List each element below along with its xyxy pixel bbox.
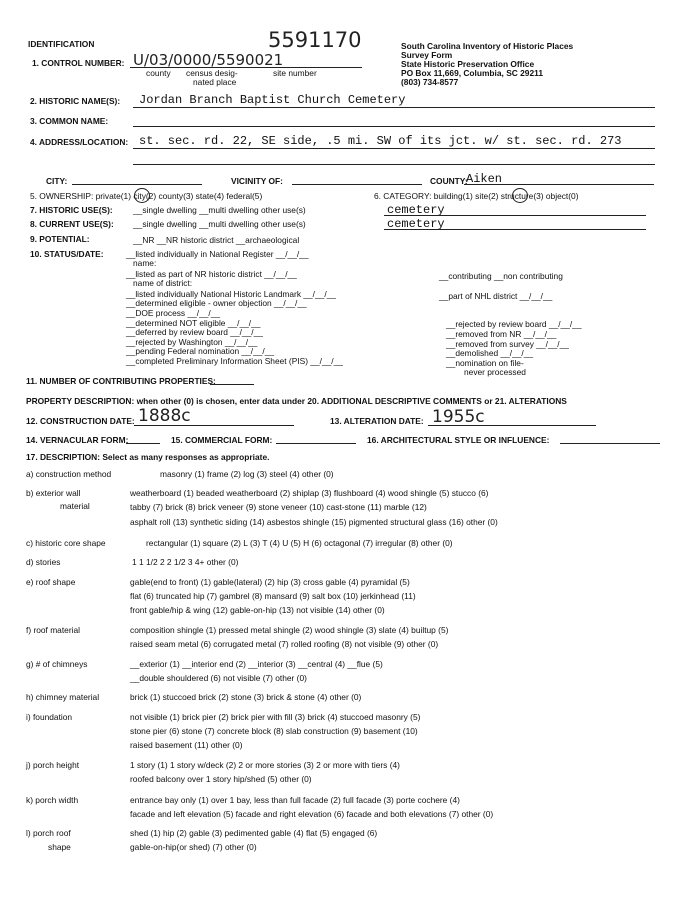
porch-width-options-1: entrance bay only (1) over 1 bay, less than full facade (2) full facade (3) porte cochere (4) <box>130 795 460 805</box>
exterior-wall-label-2: material <box>60 501 90 511</box>
roof-shape-options-2: flat (6) truncated hip (7) gambrel (8) mansard (9) salt box (10) jerkinhead (11) <box>130 591 416 601</box>
porch-width-options-2: facade and left elevation (5) facade and right elevation (6) facade and both elevations (7) other (0) <box>130 809 494 819</box>
status-left-0: __listed individually in National Register __/__/__ <box>126 249 309 259</box>
exterior-wall-options-2: tabby (7) brick (8) brick veneer (9) stone veneer (10) cast-stone (11) marble (12) <box>130 502 427 512</box>
porch-roof-label-2: shape <box>48 842 71 852</box>
control-sub-county: county <box>146 68 171 78</box>
current-use-options: __single dwelling __multi dwelling other use(s) <box>133 219 306 229</box>
foundation-options-3: raised basement (11) other (0) <box>130 740 243 750</box>
status-right-1: __part of NHL district __/__/__ <box>439 291 553 301</box>
county-value[interactable]: Aiken <box>466 172 503 186</box>
architectural-style-label: 16. ARCHITECTURAL STYLE OR INFLUENCE: <box>367 435 550 445</box>
description-heading: 17. DESCRIPTION: Select as many responses as appropriate. <box>26 452 270 462</box>
control-sub-nated: nated place <box>193 77 237 87</box>
foundation-label: i) foundation <box>26 712 73 722</box>
historic-use-label: 7. HISTORIC USE(S): <box>30 205 113 215</box>
porch-height-label: j) porch height <box>26 760 80 770</box>
city-label: CITY: <box>46 176 68 186</box>
porch-height-options-1: 1 story (1) 1 story w/deck (2) 2 or more stories (3) 2 or more with tiers (4) <box>130 760 400 770</box>
status-left-8: __deferred by review board __/__/__ <box>126 327 263 337</box>
historic-use-line <box>384 215 646 216</box>
porch-width-label: k) porch width <box>26 795 79 805</box>
vicinity-line[interactable] <box>292 184 422 185</box>
vernacular-form-label: 14. VERNACULAR FORM: <box>26 435 129 445</box>
current-use-value[interactable]: cemetery <box>387 217 445 231</box>
current-use-label: 8. CURRENT USE(S): <box>30 219 114 229</box>
vicinity-label: VICINITY OF: <box>231 176 283 186</box>
construction-method-options: masonry (1) frame (2) log (3) steel (4) other (0) <box>160 469 334 479</box>
roof-shape-options-3: front gable/hip & wing (12) gable-on-hip (13) not visible (14) other (0) <box>130 605 385 615</box>
status-right-5: __demolished __/__/__ <box>446 348 534 358</box>
common-name-label: 3. COMMON NAME: <box>30 116 109 126</box>
county-label: COUNTY: <box>430 176 468 186</box>
stories-options: 1 1 1/2 2 2 1/2 3 4+ other (0) <box>132 557 239 567</box>
core-shape-options: rectangular (1) square (2) L (3) T (4) U (5) H (6) octagonal (7) irregular (8) other (0) <box>146 538 453 548</box>
control-sub-site: site number <box>273 68 317 78</box>
historic-name-label: 2. HISTORIC NAME(S): <box>30 96 121 106</box>
status-left-10: __pending Federal nomination __/__/__ <box>126 346 275 356</box>
status-right-4: __removed from survey __/__/__ <box>446 339 569 349</box>
potential-options: __NR __NR historic district __archaeological <box>133 235 300 245</box>
contributing-properties-line[interactable] <box>210 384 254 385</box>
alteration-date-line <box>428 425 596 426</box>
roof-shape-label: e) roof shape <box>26 577 76 587</box>
historic-name-line <box>133 107 655 108</box>
exterior-wall-options-3: asphalt roll (13) synthetic siding (14) asbestos shingle (15) pigmented structural glass (16) other (0) <box>130 517 498 527</box>
city-line[interactable] <box>72 184 202 185</box>
construction-date-value[interactable]: 1888c <box>138 406 191 426</box>
roof-material-options-2: raised seam metal (6) corrugated metal (7) rolled roofing (8) not visible (9) other (0) <box>130 639 439 649</box>
construction-method-label: a) construction method <box>26 469 112 479</box>
potential-label: 9. POTENTIAL: <box>30 234 90 244</box>
property-description-note: PROPERTY DESCRIPTION: when other (0) is chosen, enter data under 20. ADDITIONAL DESCRIPTIVE COMMENTS or 21. ALTERATIONS <box>26 396 567 406</box>
status-right-6: __nomination on file- <box>446 358 524 368</box>
historic-name-value[interactable]: Jordan Branch Baptist Church Cemetery <box>139 93 406 107</box>
chimneys-options-1: __exterior (1) __interior end (2) __interior (3) __central (4) __flue (5) <box>130 659 383 669</box>
contributing-properties-label: 11. NUMBER OF CONTRIBUTING PROPERTIES: <box>26 376 216 386</box>
office-line-4: PO Box 11,669, Columbia, SC 29211 <box>401 68 543 78</box>
status-left-9: __rejected by Washington __/__/__ <box>126 337 258 347</box>
category-row: 6. CATEGORY: building(1) site(2) structure(3) object(0) <box>374 191 579 201</box>
office-line-2: Survey Form <box>401 50 453 60</box>
address-value[interactable]: st. sec. rd. 22, SE side, .5 mi. SW of its jct. w/ st. sec. rd. 273 <box>139 134 622 148</box>
ownership-row: 5. OWNERSHIP: private(1) city(2) county(3) state(4) federal(5) <box>30 191 263 201</box>
status-left-5: __determined eligible - owner objection __/__/__ <box>126 298 307 308</box>
construction-date-label: 12. CONSTRUCTION DATE: <box>26 416 135 426</box>
status-left-1: name: <box>133 258 157 268</box>
exterior-wall-options-1: weatherboard (1) beaded weatherboard (2) shiplap (3) flushboard (4) wood shingle (5) stucco (6) <box>130 488 489 498</box>
office-line-5: (803) 734-8577 <box>401 77 459 87</box>
status-left-11: __completed Preliminary Information Sheet (PIS) __/__/__ <box>126 356 343 366</box>
commercial-form-line[interactable] <box>276 443 356 444</box>
stories-label: d) stories <box>26 557 61 567</box>
control-sub-census: census desig- <box>186 68 238 78</box>
chimneys-options-2: __double shouldered (6) not visible (7) other (0) <box>130 673 307 683</box>
architectural-style-line[interactable] <box>560 443 660 444</box>
control-number-value[interactable]: U/03/0000/5590021 <box>133 51 284 69</box>
status-left-2: __listed as part of NR historic district __/__/__ <box>126 269 297 279</box>
porch-height-options-2: roofed balcony over 1 story hip/shed (5) other (0) <box>130 774 312 784</box>
porch-roof-options-1: shed (1) hip (2) gable (3) pedimented gable (4) flat (5) engaged (6) <box>130 828 378 838</box>
county-line <box>464 184 654 185</box>
porch-roof-label: l) porch roof <box>26 828 71 838</box>
common-name-line[interactable] <box>133 126 655 127</box>
status-left-3: name of district: <box>133 278 193 288</box>
foundation-options-1: not visible (1) brick pier (2) brick pier with fill (3) brick (4) stuccoed masonry (5) <box>130 712 421 722</box>
foundation-options-2: stone pier (6) stone (7) concrete block (8) slab construction (9) basement (10) <box>130 726 418 736</box>
roof-material-options-1: composition shingle (1) pressed metal shingle (2) wood shingle (3) slate (4) builtup (5) <box>130 625 449 635</box>
alteration-date-value[interactable]: 1955c <box>432 407 485 427</box>
status-right-3: __removed from NR __/__/__ <box>446 329 557 339</box>
core-shape-label: c) historic core shape <box>26 538 106 548</box>
status-right-2: __rejected by review board __/__/__ <box>446 319 582 329</box>
status-left-7: __determined NOT eligible __/__/__ <box>126 318 261 328</box>
chimney-material-options: brick (1) stuccoed brick (2) stone (3) brick & stone (4) other (0) <box>130 692 362 702</box>
handwritten-id-number: 5591170 <box>268 28 362 52</box>
vernacular-form-line[interactable] <box>126 443 160 444</box>
address-label: 4. ADDRESS/LOCATION: <box>30 137 129 147</box>
historic-use-value[interactable]: cemetery <box>387 203 445 217</box>
status-left-4: __listed individually National Historic Landmark __/__/__ <box>126 289 336 299</box>
address-line <box>133 148 655 149</box>
historic-use-options: __single dwelling __multi dwelling other use(s) <box>133 205 306 215</box>
category-site-circle <box>512 188 528 203</box>
office-line-3: State Historic Preservation Office <box>401 59 535 69</box>
status-label: 10. STATUS/DATE: <box>30 249 104 259</box>
office-line-1: South Carolina Inventory of Historic Places <box>401 41 574 51</box>
address-line-2 <box>133 164 655 165</box>
exterior-wall-label: b) exterior wall <box>26 488 81 498</box>
identification-heading: IDENTIFICATION <box>28 39 95 49</box>
chimney-material-label: h) chimney material <box>26 692 100 702</box>
porch-roof-options-2: gable-on-hip(or shed) (7) other (0) <box>130 842 257 852</box>
status-right-0: __contributing __non contributing <box>439 271 563 281</box>
control-number-label: 1. CONTROL NUMBER: <box>32 58 125 68</box>
chimneys-label: g) # of chimneys <box>26 659 88 669</box>
commercial-form-label: 15. COMMERCIAL FORM: <box>171 435 273 445</box>
construction-date-line <box>134 425 294 426</box>
roof-material-label: f) roof material <box>26 625 80 635</box>
alteration-date-label: 13. ALTERATION DATE: <box>330 416 424 426</box>
roof-shape-options-1: gable(end to front) (1) gable(lateral) (2) hip (3) cross gable (4) pyramidal (5) <box>130 577 410 587</box>
status-left-6: __DOE process __/__/__ <box>126 308 221 318</box>
status-right-7: never processed <box>464 367 526 377</box>
ownership-private-circle <box>134 188 150 203</box>
current-use-line <box>384 229 646 230</box>
